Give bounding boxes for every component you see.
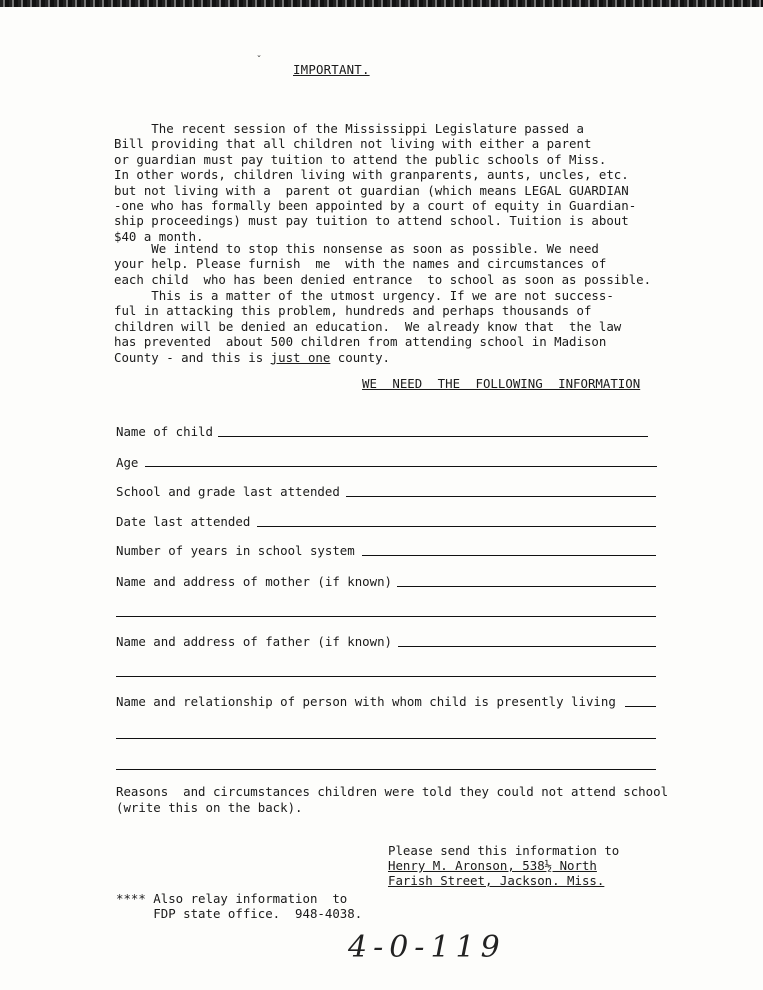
stray-pen-mark: ˇ xyxy=(256,55,263,66)
mother-line[interactable] xyxy=(397,586,656,587)
field-label-age: Age xyxy=(116,455,139,470)
father-line[interactable] xyxy=(398,646,656,647)
field-label-years-in-school: Number of years in school system xyxy=(116,543,355,558)
paragraph-line: has prevented about 500 children from attending school in Madison xyxy=(114,334,607,350)
paragraph-line: your help. Please furnish me with the names and circumstances of xyxy=(114,256,607,272)
underlined-phrase: just one xyxy=(270,349,331,365)
paragraph-line: The recent session of the Mississippi Legislature passed a xyxy=(114,121,584,136)
field-label-father: Name and address of father (if known) xyxy=(116,634,393,649)
paragraph-line: -one who has formally been appointed by a court of equity in Guardian- xyxy=(114,198,637,214)
send-to-block xyxy=(388,843,619,888)
send-address-line: Farish Street, Jackson. Miss. xyxy=(388,873,605,888)
paragraph-line: Bill providing that all children not living with either a parent xyxy=(114,136,592,152)
child-name-line[interactable] xyxy=(218,436,648,437)
paragraph-request xyxy=(114,241,654,287)
paragraph-urgency xyxy=(114,288,654,365)
information-heading: WE NEED THE FOLLOWING INFORMATION xyxy=(362,376,641,391)
reasons-note xyxy=(116,784,668,816)
reasons-line: (write this on the back). xyxy=(116,800,303,815)
paragraph-line: each child who has been denied entrance to school as soon as possible. xyxy=(114,271,652,287)
field-label-school-grade: School and grade last attended xyxy=(116,484,340,499)
paragraph-last-line xyxy=(114,350,654,365)
paragraph-legislation xyxy=(114,121,654,244)
paragraph-line: In other words, children living with granparents, aunts, uncles, etc. xyxy=(114,167,629,183)
relay-line: **** Also relay information to xyxy=(116,891,348,906)
guardian-line-3[interactable] xyxy=(116,769,656,770)
paragraph-line: or guardian must pay tuition to attend the public schools of Miss. xyxy=(114,151,607,167)
paragraph-line: ful in attacking this problem, hundreds and perhaps thousands of xyxy=(114,303,592,319)
paragraph-line: $40 a month. xyxy=(114,228,204,244)
paragraph-line: but not living with a parent ot guardian (which means LEGAL GUARDIAN xyxy=(114,182,629,198)
send-instruction: Please send this information to xyxy=(388,843,620,858)
paragraph-line: children will be denied an education. We already know that the law xyxy=(114,318,622,334)
page-top-edge xyxy=(0,0,763,7)
date-attended-line[interactable] xyxy=(257,526,656,527)
paragraph-line: We intend to stop this nonsense as soon as possible. We need xyxy=(114,241,599,256)
field-label-date-attended: Date last attended xyxy=(116,514,251,529)
field-label-mother: Name and address of mother (if known) xyxy=(116,574,393,589)
guardian-line-2[interactable] xyxy=(116,738,656,739)
last-line-start: County - and this is xyxy=(114,349,271,365)
mother-line-2[interactable] xyxy=(116,616,656,617)
years-in-school-line[interactable] xyxy=(362,555,656,556)
paragraph-line: This is a matter of the utmost urgency. If we are not success- xyxy=(114,288,614,303)
field-label-child-name: Name of child xyxy=(116,424,213,439)
father-line-2[interactable] xyxy=(116,676,656,677)
last-line-end: county. xyxy=(330,349,391,365)
relay-line: FDP state office. 948-4038. xyxy=(116,906,363,921)
paragraph-line: ship proceedings) must pay tuition to attend school. Tuition is about xyxy=(114,213,629,229)
handwritten-number: 4-0-119 xyxy=(348,930,506,965)
school-grade-line[interactable] xyxy=(346,496,656,497)
page-title: IMPORTANT. xyxy=(293,62,370,77)
age-line[interactable] xyxy=(145,466,657,467)
send-address-line: Henry M. Aronson, 538½ North xyxy=(388,858,597,873)
field-label-guardian: Name and relationship of person with whom child is presently living xyxy=(116,694,616,709)
guardian-line[interactable] xyxy=(625,706,656,707)
reasons-line: Reasons and circumstances children were told they could not attend school xyxy=(116,784,669,799)
relay-note xyxy=(116,891,362,921)
